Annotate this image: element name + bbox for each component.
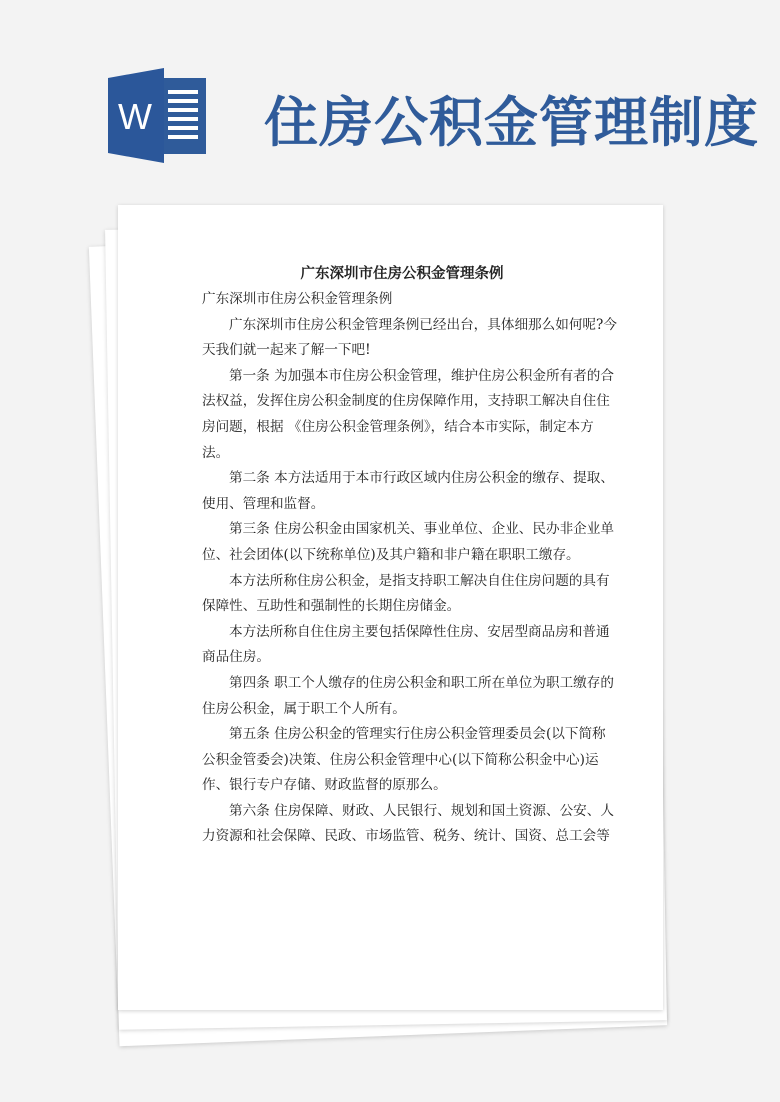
text-line: 第一条 为加强本市住房公积金管理，维护住房公积金所有者的合: [229, 367, 614, 384]
document-body: [202, 261, 617, 850]
text-line: 作、银行专户存储、财政监督的原那么。: [202, 777, 447, 794]
text-line: 第五条 住房公积金的管理实行住房公积金管理委员会(以下简称: [229, 726, 606, 743]
text-line: 位、社会团体(以下统称单位)及其户籍和非户籍在职职工缴存。: [202, 546, 580, 563]
header-title: 住房公积金管理制度: [264, 90, 759, 154]
text-line: 商品住房。: [202, 649, 270, 666]
text-line: 使用、管理和监督。: [202, 495, 325, 512]
text-line: 本方法所称住房公积金，是指支持职工解决自住住房问题的具有: [229, 572, 610, 589]
paragraph: [202, 569, 612, 620]
text-line: 天我们就一起来了解一下吧!: [202, 342, 371, 359]
paragraphs: [202, 287, 617, 850]
document-title: 广东深圳市住房公积金管理条例: [300, 265, 504, 282]
document-page: [118, 205, 663, 1010]
svg-text:W: W: [118, 96, 152, 137]
header: [108, 68, 759, 163]
text-line: 第二条 本方法适用于本市行政区域内住房公积金的缴存、提取、: [229, 470, 614, 487]
paragraph: [202, 313, 617, 364]
paragraph: [202, 364, 612, 466]
paragraph: [202, 722, 612, 799]
text-line: 第四条 职工个人缴存的住房公积金和职工所在单位为职工缴存的: [229, 674, 614, 691]
word-document-icon: [108, 68, 208, 163]
text-line: 力资源和社会保障、民政、市场监管、税务、统计、国资、总工会等: [202, 828, 610, 845]
paragraph: [202, 799, 612, 850]
text-line: 法。: [202, 444, 230, 461]
text-line: 第六条 住房保障、财政、人民银行、规划和国土资源、公安、人: [229, 802, 614, 819]
text-line: 法权益，发挥住房公积金制度的住房保障作用，支持职工解决自住住: [202, 393, 610, 410]
text-line: 第三条 住房公积金由国家机关、事业单位、企业、民办非企业单: [229, 521, 614, 538]
paragraph: [202, 620, 612, 671]
text-line: 公积金管委会)决策、住房公积金管理中心(以下简称公积金中心)运: [202, 751, 599, 768]
text-line: 保障性、互助性和强制性的长期住房储金。: [202, 598, 461, 615]
paragraph: [202, 517, 612, 568]
paragraph: [202, 671, 612, 722]
text-line: 住房公积金，属于职工个人所有。: [202, 700, 406, 717]
text-line: 本方法所称自住住房主要包括保障性住房、安居型商品房和普通: [229, 623, 610, 640]
paragraph: [202, 466, 612, 517]
text-line: 广东深圳市住房公积金管理条例已经出台，具体细那么如何呢?今: [229, 316, 617, 333]
text-line: 房问题，根据 《住房公积金管理条例》，结合本市实际，制定本方: [202, 418, 594, 435]
text-line: 广东深圳市住房公积金管理条例: [202, 291, 393, 307]
paragraph: [202, 287, 612, 313]
